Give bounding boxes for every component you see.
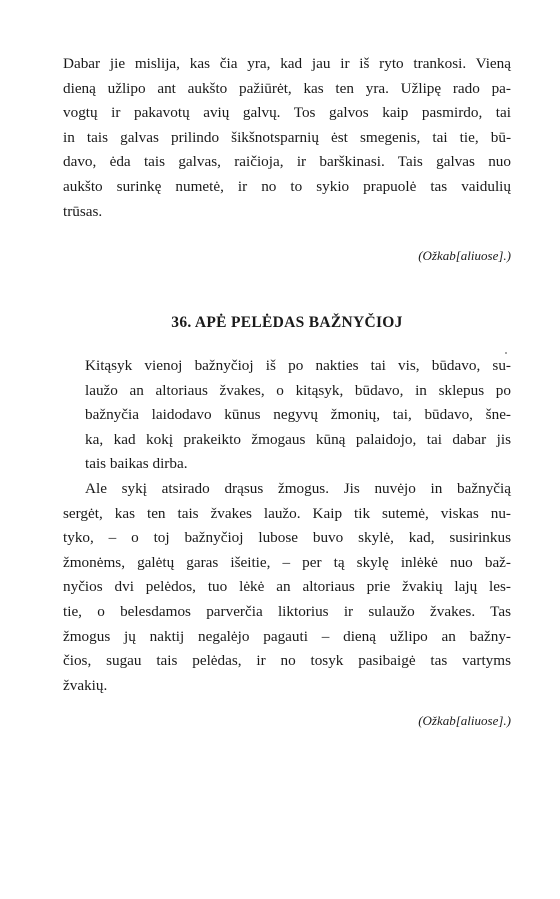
text-line: in tais galvas prilindo šikšnotsparnių ėst smegenis, tai tie, bū- xyxy=(63,128,511,146)
text-line: Dabar jie mislija, kas čia yra, kad jau ir iš ryto trankosi. Vieną xyxy=(63,55,511,72)
text-line: trūsas. xyxy=(63,202,103,220)
text-line: žmonėms, galėtų garas išeitie, – per tą skylę inlėkė nuo baž- xyxy=(63,553,511,571)
text-line: laužo an altoriaus žvakes, o kitąsyk, būdavo, in sklepus po xyxy=(85,381,511,399)
text-line: Kitąsyk vienoj bažnyčioj iš po nakties tai vis, būdavo, su- xyxy=(85,357,511,374)
source-note: (Ožkab[aliuose].) xyxy=(418,248,511,263)
text-line: tais baikas dirba. xyxy=(85,455,188,473)
page-content xyxy=(63,52,511,728)
source-note: (Ožkab[aliuose].) xyxy=(418,713,511,728)
text-line: tie, o belesdamos parverčia liktorius ir sulaužo žvakes. Tas xyxy=(63,602,511,620)
story-paragraph-1 xyxy=(63,354,511,477)
story-heading: 36. APĖ PELĖDAS BAŽNYČIOJ xyxy=(171,314,403,331)
story-ending-paragraph xyxy=(63,52,511,224)
text-line: tyko, – o toj bažnyčioj lubose buvo skylė, kad, susirinkus xyxy=(63,529,511,547)
text-line: davo, ėda tais galvas, raičioja, ir barškinasi. Tais galvas nuo xyxy=(63,153,511,171)
story-paragraph-2 xyxy=(63,477,511,698)
story-body xyxy=(63,354,511,698)
text-line: Ale sykį atsirado drąsus žmogus. Jis nuvėjo in bažnyčią xyxy=(85,479,511,497)
text-line: dieną užlipo ant aukšto pažiūrėt, kas ten yra. Užlipę rado pa- xyxy=(63,79,511,97)
text-line: sergėt, kas ten tais žvakes laužo. Kaip tik sutemė, viskas nu- xyxy=(63,504,511,522)
text-line: vogtų ir pakavotų avių galvų. Tos galvos kaip pasmirdo, tai xyxy=(63,104,511,122)
text-line: aukšto surinkę numetė, ir no to sykio prapuolė tas vaidulių xyxy=(63,177,511,195)
text-line: žvakių. xyxy=(63,676,108,694)
text-line: nyčios dvi pelėdos, tuo lėkė an altoriaus prie žvakių lajų les- xyxy=(63,578,511,596)
text-line: žmogus jų naktij negalėjo pagauti – dieną užlipo an bažny- xyxy=(63,627,511,645)
text-line: bažnyčia laidodavo kūnus negyvų žmonių, tai, būdavo, šne- xyxy=(85,406,511,424)
text-line: ka, kad kokį prakeikto žmogaus kūną palaidojo, tai dabar jis xyxy=(85,430,511,448)
text-line: čios, sugau tais pelėdas, ir no tosyk pasibaigė tas vartyms xyxy=(63,652,511,670)
